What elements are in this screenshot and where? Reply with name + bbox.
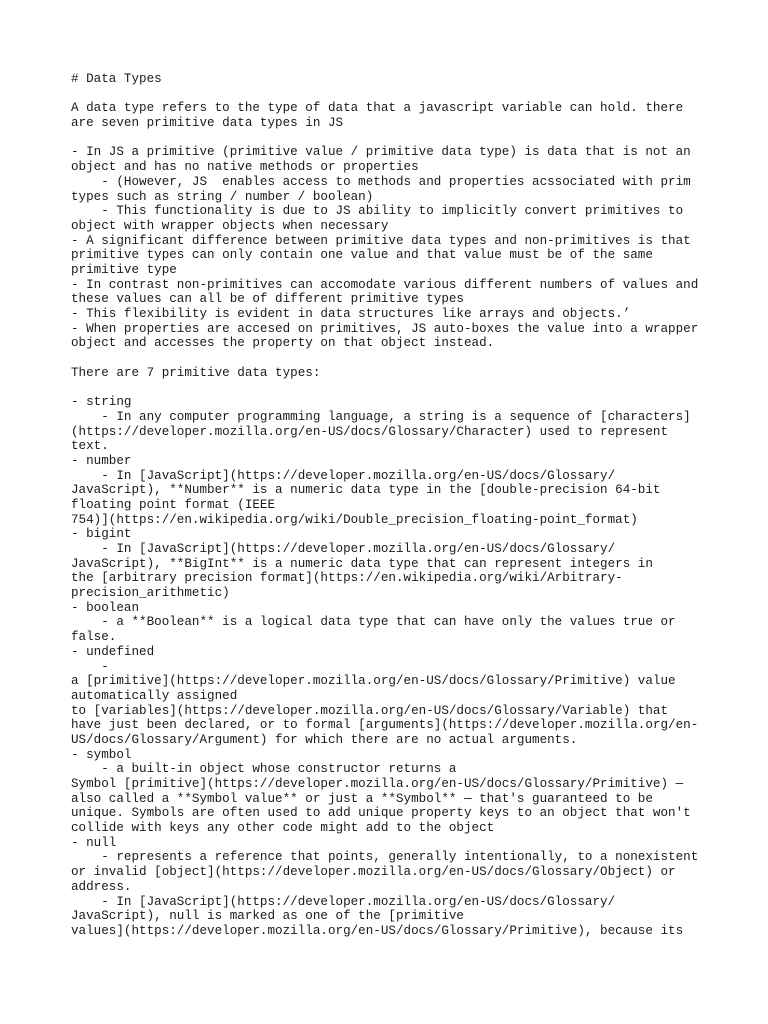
text-line: the [arbitrary precision format](https://en.wikipedia.org/wiki/Arbitrary- — [71, 571, 623, 586]
text-line: types such as string / number / boolean) — [71, 189, 374, 204]
text-line: object and accesses the property on that object instead. — [71, 336, 495, 351]
text-line: - This functionality is due to JS ability to implicitly convert primitives to — [71, 204, 684, 219]
text-line: values](https://developer.mozilla.org/en-US/docs/Glossary/Primitive), because its — [71, 923, 684, 938]
text-line: a [primitive](https://developer.mozilla.org/en-US/docs/Glossary/Primitive) value — [71, 674, 676, 689]
text-line: have just been declared, or to formal [arguments](https://developer.mozilla.org/en- — [71, 718, 699, 733]
text-line: - a built-in object whose constructor returns a — [71, 762, 457, 777]
text-line: automatically assigned — [71, 688, 238, 703]
text-line: primitive types can only contain one value and that value must be of the same — [71, 248, 653, 263]
text-line: object with wrapper objects when necessary — [71, 218, 389, 233]
text-line: (https://developer.mozilla.org/en-US/docs/Glossary/Character) used to represent — [71, 424, 669, 439]
text-line: object and has no native methods or properties — [71, 160, 419, 175]
text-line: these values can all be of different primitive types — [71, 292, 464, 307]
text-line: also called a **Symbol value** or just a **Symbol** — that's guaranteed to be — [71, 791, 653, 806]
text-line: - string — [71, 395, 132, 410]
text-line: 754)](https://en.wikipedia.org/wiki/Double_precision_floating-point_format) — [71, 512, 638, 527]
text-line: - In any computer programming language, a string is a sequence of [characters] — [71, 409, 691, 424]
text-line — [71, 87, 711, 102]
text-line: JavaScript), **BigInt** is a numeric data type that can represent integers in — [71, 556, 653, 571]
text-line: unique. Symbols are often used to add unique property keys to an object that won't — [71, 806, 691, 821]
text-line: false. — [71, 630, 117, 645]
document-heading: # Data Types — [71, 72, 162, 86]
text-line: - symbol — [71, 747, 132, 762]
text-line: - In JS a primitive (primitive value / primitive data type) is data that is not an — [71, 145, 691, 160]
text-line: - In [JavaScript](https://developer.mozilla.org/en-US/docs/Glossary/ — [71, 542, 616, 556]
text-line: to [variables](https://developer.mozilla.org/en-US/docs/Glossary/Variable) that — [71, 703, 669, 718]
document-body — [71, 72, 711, 939]
text-line: - boolean — [71, 600, 140, 615]
text-line: are seven primitive data types in JS — [71, 116, 344, 131]
text-line: primitive type — [71, 262, 177, 277]
text-line: precision_arithmetic) — [71, 586, 230, 601]
text-line: - When properties are accesed on primitives, JS auto-boxes the value into a wrapper — [71, 321, 699, 336]
text-line: floating point format (IEEE — [71, 497, 276, 512]
document-page — [71, 72, 711, 939]
text-line: - null — [71, 835, 117, 850]
text-line: - In [JavaScript](https://developer.mozilla.org/en-US/docs/Glossary/ — [71, 468, 616, 483]
text-line: - This flexibility is evident in data structures like arrays and objects.’ — [71, 307, 631, 321]
text-line: JavaScript), **Number** is a numeric data type in the [double-precision 64-bit — [71, 483, 661, 498]
text-line — [71, 131, 711, 146]
text-line: - undefined — [71, 644, 155, 659]
text-line: collide with keys any other code might add to the object — [71, 821, 495, 836]
text-line: - (However, JS enables access to methods and properties acssociated with prim — [71, 174, 691, 189]
text-line: - — [71, 659, 109, 674]
text-line — [71, 380, 711, 395]
text-line: - bigint — [71, 527, 132, 542]
text-line: US/docs/Glossary/Argument) for which there are no actual arguments. — [71, 732, 578, 747]
text-line: address. — [71, 879, 132, 894]
text-line: - number — [71, 453, 132, 468]
text-line: or invalid [object](https://developer.mozilla.org/en-US/docs/Glossary/Object) or — [71, 865, 676, 880]
text-line: - a **Boolean** is a logical data type that can have only the values true or — [71, 615, 676, 630]
text-line: - In contrast non-primitives can accomodate various different numbers of values and — [71, 277, 699, 292]
text-line: - represents a reference that points, generally intentionally, to a nonexistent — [71, 850, 699, 865]
text-line: - A significant difference between primitive data types and non-primitives is that — [71, 233, 691, 248]
text-line: Symbol [primitive](https://developer.mozilla.org/en-US/docs/Glossary/Primitive) — — [71, 777, 684, 791]
text-line: There are 7 primitive data types: — [71, 365, 321, 380]
text-line — [71, 351, 711, 366]
text-line: JavaScript), null is marked as one of the [primitive — [71, 909, 464, 924]
text-line: - In [JavaScript](https://developer.mozilla.org/en-US/docs/Glossary/ — [71, 894, 616, 909]
text-line: text. — [71, 439, 109, 454]
text-line: A data type refers to the type of data that a javascript variable can hold. there — [71, 101, 684, 116]
